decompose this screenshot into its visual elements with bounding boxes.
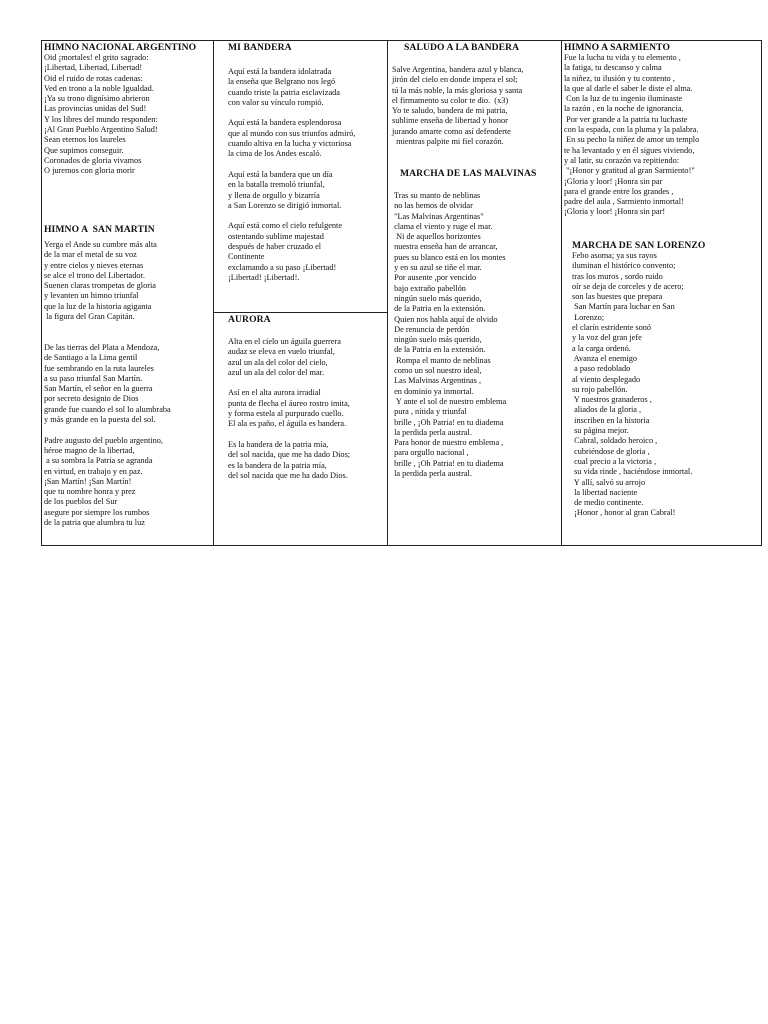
saludo-bandera-section — [388, 42, 561, 147]
marcha-san-lorenzo-title: MARCHA DE SAN LORENZO — [572, 240, 706, 251]
column-4 — [562, 41, 761, 545]
marcha-malvinas-lyrics: Tras su manto de neblinas no las hemos de olvidar "Las Malvinas Argentinas" clama el viento y ruge el mar. Ni de aquellos horizontes nuestra enseña han de arrancar, pues su blanco está en los montes y en su azul se tiñe el mar. Por ausente ,por vencido bajo extraño pabellón ningún suelo más querido, de la Patria en la extensión. Quien nos habla aquí de olvido De renuncia de perdón ningún suelo más querido, de la Patria en la extensión. Rompa el manto de neblinas como un sol nuestro ideal, Las Malvinas Argentinas , en dominio ya inmortal. Y ante el sol de nuestro emblema pura , nítida y triunfal brille , ¡Oh Patria! en tu diadema la perdida perla austral. Para honor de nuestro emblema , para orgullo nacional , brille , ¡Oh Patria! en tu diadema la perdida perla austral. — [393, 191, 507, 479]
himno-sarmiento-section — [562, 42, 761, 218]
mi-bandera-title: MI BANDERA — [228, 42, 292, 53]
himno-sarmiento-title: HIMNO A SARMIENTO — [564, 42, 671, 53]
column-1 — [42, 41, 214, 545]
himno-nacional-title: HIMNO NACIONAL ARGENTINO — [44, 42, 197, 53]
himno-san-martin-lyrics: Yerga el Ande su cumbre más alta de la mar el metal de su voz y entre cielos y nieves eternas se alce el trono del Libertador. Suenen claras trompetas de gloria y levanten un himno triunfal que la luz de la historia agiganta la figura del Gran Capitán. De las tierras del Plata a Mendoza, de Santiago a la Lima gentil fue sembrando en la ruta laureles a su paso triunfal San Martín. San Martín, el señor en la guerra por secreto designio de Dios grande fue cuando el sol lo alumbraba y más grande en la puesta del sol. Padre augusto del pueblo argentino, héroe magno de la libertad, a su sombra la Patria se agranda en virtud, en trabajo y en paz. ¡San Martín! ¡San Martín! que tu nombre honra y prez de los pueblos del Sur asegure por siempre los rumbos de la patria que alumbra tu luz — [44, 240, 171, 528]
himno-nacional-lyrics: Oid ¡mortales! el grito sagrado: ¡Libertad, Libertad, Libertad! Oid el ruido de rotas cadenas: Ved en trono a la noble Igualdad. ¡Ya su trono dignísimo abrieron Las provincias unidas del Sud! Y los libres del mundo responden: ¡Al Gran Pueblo Argentino Salud! Sean eternos los laureles Que supimos conseguir. Coronados de gloria vivamos O juremos con gloria morir — [44, 53, 158, 176]
aurora-section — [214, 314, 387, 481]
aurora-lyrics: Alta en el cielo un águila guerrera audaz se eleva en vuelo triunfal, azul un ala del color del cielo, azul un ala del color del mar. Así en el alta aurora irradial punta de flecha el áureo rostro imita, y forma estela al purpurado cuello. El ala es paño, el águila es bandera. Es la bandera de la patria mía, del sol nacida, que me ha dado Dios; es la bandera de la patria mía, del sol nacida que me ha dado Dios. — [228, 337, 351, 480]
himno-san-martin-section — [42, 224, 213, 528]
mi-bandera-section — [214, 42, 387, 283]
saludo-bandera-lyrics: Salve Argentina, bandera azul y blanca, jirón del cielo en donde impera el sol; tú la más noble, la más gloriosa y santa el firmamento su color te dio. (x3) Yo te saludo, bandera de mi patria, sublime enseña de libertad y honor jurando amarte como así defenderte mientras palpite mi fiel corazón. — [392, 65, 524, 147]
anthems-sheet — [41, 40, 762, 546]
mi-bandera-lyrics: Aquí está la bandera idolatrada la enseña que Belgrano nos legó cuando triste la patria esclavizada con valor su vínculo rompió. Aquí está la bandera esplendorosa que al mundo con sus triunfos admiró, cuando altiva en la lucha y victoriosa la cima de los Andes escaló. Aquí está la bandera que un día en la batalla tremoló triunfal, y llena de orgullo y bizarría a San Lorenzo se dirigió inmortal. Aquí está como el cielo refulgente ostentando sublime majestad después de haber cruzado el Continente exclamando a su paso ¡Libertad! ¡Libertad! ¡Libertad!. — [228, 67, 356, 282]
himno-san-martin-title: HIMNO A SAN MARTIN — [44, 224, 155, 235]
marcha-san-lorenzo-section — [562, 240, 761, 519]
column-2 — [214, 41, 388, 545]
himno-sarmiento-lyrics: Fue la lucha tu vida y tu elemento , la fatiga, tu descanso y calma la niñez, tu ilusión y tu contento , la que al darle el saber le diste el alma. Con la luz de tu ingenio iluminaste la razón , en la noche de ignorancia. Por ver grande a la patria tu luchaste con la espada, con la pluma y la palabra. En su pecho la niñez de amor un templo te ha levantado y en él sigues viviendo, y al latir, su corazón va repitiendo: "¡Honor y gratitud al gran Sarmiento!" ¡Gloria y loor! ¡Honra sin par para el grande entre los grandes , padre del aula , Sarmiento inmortal! ¡Gloria y loor! ¡Honra sin par! — [564, 53, 700, 217]
aurora-title: AURORA — [228, 314, 271, 325]
marcha-malvinas-section — [388, 168, 561, 479]
marcha-malvinas-title: MARCHA DE LAS MALVINAS — [400, 168, 537, 179]
saludo-bandera-title: SALUDO A LA BANDERA — [404, 42, 520, 53]
marcha-san-lorenzo-lyrics: Febo asoma; ya sus rayos iluminan el histórico convento; tras los muros , sordo ruido oír se deja de corceles y de acero; son las huestes que prepara San Martín para luchar en San Lorenzo; el clarín estridente sonó y la voz del gran jefe a la carga ordenó. Avanza el enemigo a paso redoblado al viento desplegado su rojo pabellón. Y nuestros granaderos , aliados de la gloria , inscriben en la historia su página mejor. Cabral, soldado heroico , cubriéndose de gloria , cual precio a la victoria , su vida rinde , haciéndose inmortal. Y allí, salvó su arrojo la libertad naciente de medio continente. ¡Honor , honor al gran Cabral! — [572, 251, 693, 518]
section-divider — [214, 312, 387, 313]
column-3 — [388, 41, 562, 545]
himno-nacional-section — [42, 42, 213, 177]
